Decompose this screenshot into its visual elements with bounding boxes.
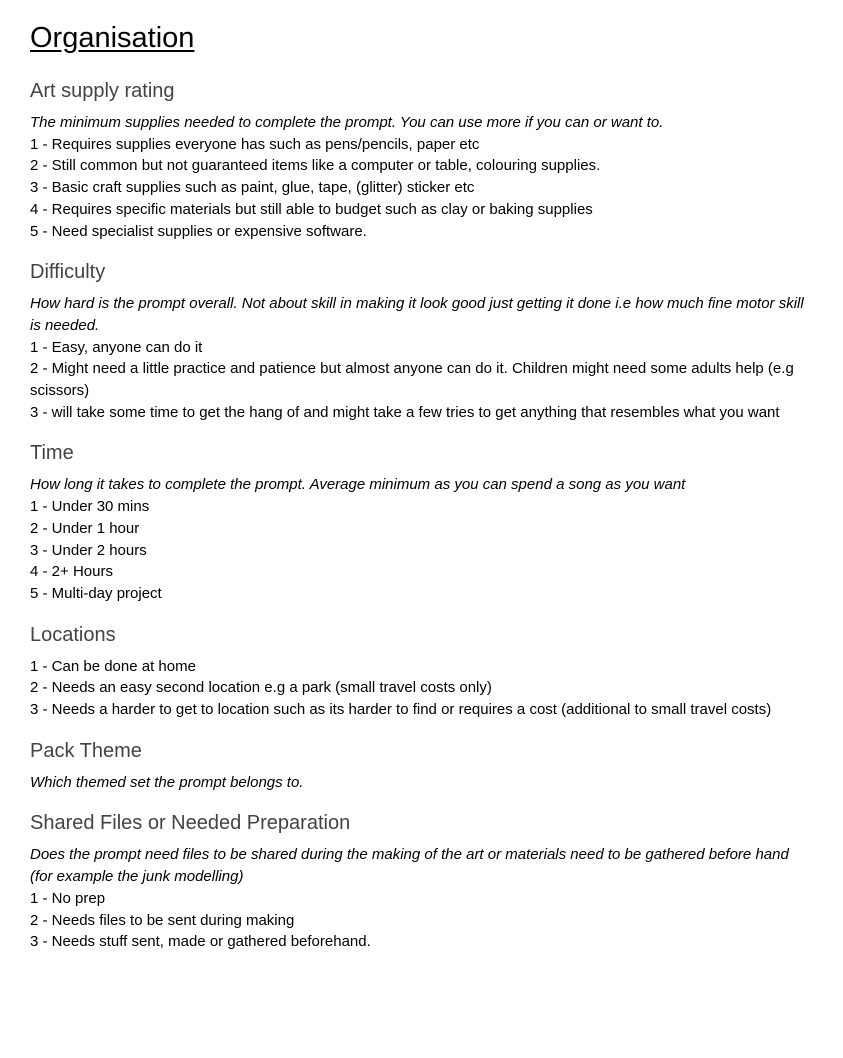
list-item: 3 - will take some time to get the hang of and might take a few tries to get anything that resembles what you want [30, 403, 780, 421]
section-heading: Pack Theme [30, 739, 142, 762]
section-description: How hard is the prompt overall. Not about skill in making it look good just getting it done i.e how much fine motor skill is needed. [30, 295, 804, 334]
list-item: 4 - Requires specific materials but still able to budget such as clay or baking supplies [30, 200, 593, 218]
page-title: Organisation [30, 22, 195, 54]
list-item: 5 - Need specialist supplies or expensive software. [30, 222, 367, 240]
section-description: The minimum supplies needed to complete the prompt. You can use more if you can or want to. [30, 114, 664, 131]
section-heading: Art supply rating [30, 80, 175, 102]
list-item: 2 - Under 1 hour [30, 519, 140, 537]
list-item: 2 - Needs an easy second location e.g a park (small travel costs only) [30, 679, 492, 697]
list-item: 5 - Multi-day project [30, 584, 162, 602]
list-item: 1 - Requires supplies everyone has such as pens/pencils, paper etc [30, 135, 480, 153]
section-heading: Shared Files or Needed Preparation [30, 812, 351, 835]
section-description: Does the prompt need files to be shared during the making of the art or materials need to be gathered before hand (for example the junk modelling) [30, 846, 789, 886]
list-item: 3 - Needs a harder to get to location such as its harder to find or requires a cost (additional to small travel costs) [30, 701, 772, 719]
list-item: 2 - Might need a little practice and patience but almost anyone can do it. Children might need some adults help (e.g scissors) [30, 360, 794, 400]
section-heading: Locations [30, 623, 116, 646]
section-difficulty [30, 259, 813, 423]
list-item: 1 - No prep [30, 889, 106, 907]
list-item: 3 - Needs stuff sent, made or gathered beforehand. [30, 933, 371, 951]
section-locations [30, 622, 813, 721]
list-item: 3 - Under 2 hours [30, 541, 147, 559]
section-heading: Difficulty [30, 261, 106, 284]
list-item: 1 - Under 30 mins [30, 498, 150, 516]
list-item: 1 - Easy, anyone can do it [30, 338, 203, 356]
section-time [30, 440, 813, 604]
section-shared-files [30, 810, 813, 953]
list-item: 2 - Needs files to be sent during making [30, 911, 295, 929]
list-item: 2 - Still common but not guaranteed items like a computer or table, colouring supplies. [30, 157, 601, 175]
section-description: How long it takes to complete the prompt. Average minimum as you can spend a song as you want [30, 476, 686, 494]
section-pack-theme [30, 738, 813, 794]
section-heading: Time [30, 442, 74, 465]
section-art-supply [30, 78, 813, 242]
section-description: Which themed set the prompt belongs to. [30, 773, 304, 791]
list-item: 4 - 2+ Hours [30, 563, 113, 581]
list-item: 3 - Basic craft supplies such as paint, glue, tape, (glitter) sticker etc [30, 179, 475, 197]
list-item: 1 - Can be done at home [30, 657, 196, 675]
